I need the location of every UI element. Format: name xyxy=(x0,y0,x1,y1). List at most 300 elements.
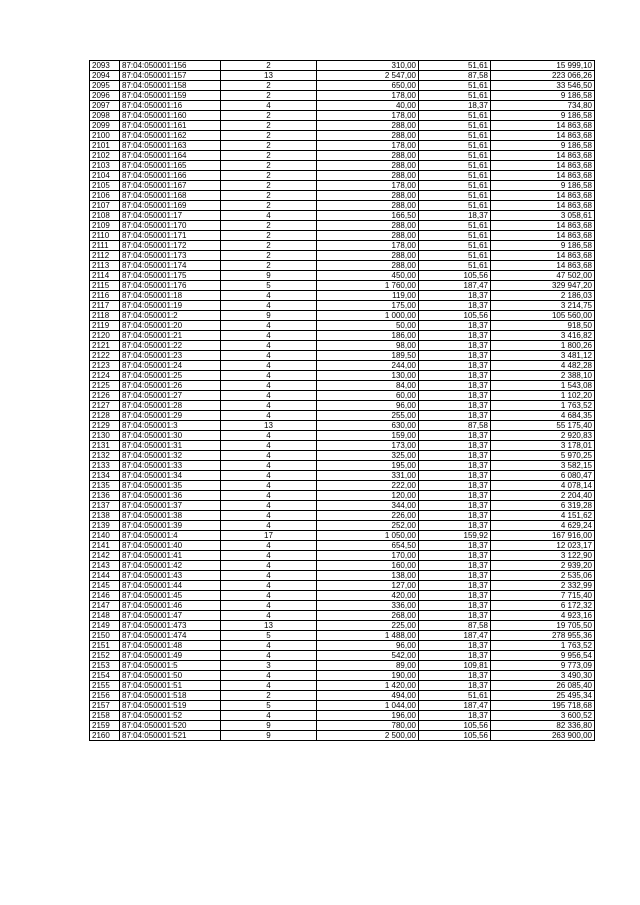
cadastral-number-cell: 87:04:050001:167 xyxy=(120,181,221,191)
cadastral-number-cell: 87:04:050001:21 xyxy=(120,331,221,341)
category-cell: 2 xyxy=(221,91,317,101)
value-cell: 6 172,32 xyxy=(491,601,595,611)
cadastral-number-cell: 87:04:050001:519 xyxy=(120,701,221,711)
rate-cell: 18,37 xyxy=(419,211,491,221)
area-cell: 331,00 xyxy=(317,471,419,481)
category-cell: 2 xyxy=(221,171,317,181)
row-number-cell: 2106 xyxy=(90,191,120,201)
rate-cell: 18,37 xyxy=(419,341,491,351)
value-cell: 14 863,68 xyxy=(491,131,595,141)
rate-cell: 51,61 xyxy=(419,181,491,191)
cadastral-number-cell: 87:04:050001:473 xyxy=(120,621,221,631)
area-cell: 40,00 xyxy=(317,101,419,111)
value-cell: 1 763,52 xyxy=(491,641,595,651)
value-cell: 3 214,75 xyxy=(491,301,595,311)
cadastral-number-cell: 87:04:050001:474 xyxy=(120,631,221,641)
table-row xyxy=(90,101,595,111)
cadastral-number-cell: 87:04:050001:38 xyxy=(120,511,221,521)
table-row xyxy=(90,91,595,101)
area-cell: 450,00 xyxy=(317,271,419,281)
category-cell: 4 xyxy=(221,351,317,361)
table-row xyxy=(90,601,595,611)
value-cell: 14 863,68 xyxy=(491,151,595,161)
row-number-cell: 2107 xyxy=(90,201,120,211)
value-cell: 918,50 xyxy=(491,321,595,331)
table-row xyxy=(90,81,595,91)
category-cell: 9 xyxy=(221,731,317,741)
rate-cell: 18,37 xyxy=(419,361,491,371)
cadastral-number-cell: 87:04:050001:47 xyxy=(120,611,221,621)
value-cell: 33 546,50 xyxy=(491,81,595,91)
row-number-cell: 2102 xyxy=(90,151,120,161)
category-cell: 4 xyxy=(221,431,317,441)
row-number-cell: 2109 xyxy=(90,221,120,231)
rate-cell: 105,56 xyxy=(419,311,491,321)
row-number-cell: 2134 xyxy=(90,471,120,481)
cadastral-number-cell: 87:04:050001:48 xyxy=(120,641,221,651)
rate-cell: 18,37 xyxy=(419,641,491,651)
category-cell: 4 xyxy=(221,301,317,311)
category-cell: 2 xyxy=(221,161,317,171)
cadastral-number-cell: 87:04:050001:52 xyxy=(120,711,221,721)
category-cell: 9 xyxy=(221,721,317,731)
value-cell: 3 582,15 xyxy=(491,461,595,471)
area-cell: 650,00 xyxy=(317,81,419,91)
value-cell: 1 763,52 xyxy=(491,401,595,411)
cadastral-number-cell: 87:04:050001:19 xyxy=(120,301,221,311)
cadastral-number-cell: 87:04:050001:176 xyxy=(120,281,221,291)
value-cell: 14 863,68 xyxy=(491,191,595,201)
category-cell: 2 xyxy=(221,221,317,231)
cadastral-number-cell: 87:04:050001:22 xyxy=(120,341,221,351)
category-cell: 2 xyxy=(221,201,317,211)
table-row xyxy=(90,711,595,721)
area-cell: 138,00 xyxy=(317,571,419,581)
table-row xyxy=(90,661,595,671)
area-cell: 1 050,00 xyxy=(317,531,419,541)
row-number-cell: 2118 xyxy=(90,311,120,321)
area-cell: 244,00 xyxy=(317,361,419,371)
table-row xyxy=(90,561,595,571)
row-number-cell: 2156 xyxy=(90,691,120,701)
category-cell: 2 xyxy=(221,151,317,161)
area-cell: 189,50 xyxy=(317,351,419,361)
cadastral-number-cell: 87:04:050001:2 xyxy=(120,311,221,321)
category-cell: 4 xyxy=(221,571,317,581)
row-number-cell: 2104 xyxy=(90,171,120,181)
value-cell: 9 186,58 xyxy=(491,111,595,121)
table-row xyxy=(90,621,595,631)
value-cell: 25 495,34 xyxy=(491,691,595,701)
area-cell: 98,00 xyxy=(317,341,419,351)
cadastral-number-cell: 87:04:050001:164 xyxy=(120,151,221,161)
cadastral-number-cell: 87:04:050001:158 xyxy=(120,81,221,91)
cadastral-number-cell: 87:04:050001:175 xyxy=(120,271,221,281)
cadastral-number-cell: 87:04:050001:5 xyxy=(120,661,221,671)
value-cell: 4 923,16 xyxy=(491,611,595,621)
table-row xyxy=(90,211,595,221)
cadastral-number-cell: 87:04:050001:50 xyxy=(120,671,221,681)
value-cell: 12 023,17 xyxy=(491,541,595,551)
value-cell: 9 186,58 xyxy=(491,241,595,251)
value-cell: 1 102,20 xyxy=(491,391,595,401)
category-cell: 4 xyxy=(221,551,317,561)
category-cell: 2 xyxy=(221,241,317,251)
category-cell: 13 xyxy=(221,621,317,631)
table-row xyxy=(90,371,595,381)
rate-cell: 51,61 xyxy=(419,171,491,181)
value-cell: 195 718,68 xyxy=(491,701,595,711)
row-number-cell: 2136 xyxy=(90,491,120,501)
value-cell: 9 956,54 xyxy=(491,651,595,661)
cadastral-number-cell: 87:04:050001:29 xyxy=(120,411,221,421)
row-number-cell: 2152 xyxy=(90,651,120,661)
cadastral-number-cell: 87:04:050001:169 xyxy=(120,201,221,211)
row-number-cell: 2150 xyxy=(90,631,120,641)
cadastral-number-cell: 87:04:050001:162 xyxy=(120,131,221,141)
rate-cell: 51,61 xyxy=(419,121,491,131)
value-cell: 105 560,00 xyxy=(491,311,595,321)
table-body xyxy=(90,61,595,741)
area-cell: 226,00 xyxy=(317,511,419,521)
table-row xyxy=(90,171,595,181)
category-cell: 4 xyxy=(221,581,317,591)
value-cell: 14 863,68 xyxy=(491,251,595,261)
row-number-cell: 2114 xyxy=(90,271,120,281)
rate-cell: 51,61 xyxy=(419,191,491,201)
cadastral-number-cell: 87:04:050001:18 xyxy=(120,291,221,301)
category-cell: 2 xyxy=(221,261,317,271)
area-cell: 120,00 xyxy=(317,491,419,501)
table-row xyxy=(90,441,595,451)
value-cell: 2 388,10 xyxy=(491,371,595,381)
table-row xyxy=(90,631,595,641)
category-cell: 4 xyxy=(221,381,317,391)
area-cell: 288,00 xyxy=(317,171,419,181)
rate-cell: 18,37 xyxy=(419,461,491,471)
category-cell: 4 xyxy=(221,461,317,471)
row-number-cell: 2127 xyxy=(90,401,120,411)
rate-cell: 18,37 xyxy=(419,581,491,591)
cadastral-number-cell: 87:04:050001:166 xyxy=(120,171,221,181)
row-number-cell: 2143 xyxy=(90,561,120,571)
row-number-cell: 2158 xyxy=(90,711,120,721)
area-cell: 225,00 xyxy=(317,621,419,631)
rate-cell: 187,47 xyxy=(419,631,491,641)
table-row xyxy=(90,351,595,361)
value-cell: 3 600,52 xyxy=(491,711,595,721)
rate-cell: 18,37 xyxy=(419,481,491,491)
cadastral-number-cell: 87:04:050001:33 xyxy=(120,461,221,471)
cadastral-number-cell: 87:04:050001:26 xyxy=(120,381,221,391)
area-cell: 336,00 xyxy=(317,601,419,611)
category-cell: 4 xyxy=(221,591,317,601)
table-row xyxy=(90,61,595,71)
category-cell: 4 xyxy=(221,561,317,571)
value-cell: 3 481,12 xyxy=(491,351,595,361)
area-cell: 178,00 xyxy=(317,91,419,101)
rate-cell: 18,37 xyxy=(419,371,491,381)
value-cell: 9 186,58 xyxy=(491,181,595,191)
area-cell: 170,00 xyxy=(317,551,419,561)
area-cell: 96,00 xyxy=(317,401,419,411)
table-row xyxy=(90,121,595,131)
row-number-cell: 2132 xyxy=(90,451,120,461)
cadastral-number-cell: 87:04:050001:39 xyxy=(120,521,221,531)
table-row xyxy=(90,501,595,511)
row-number-cell: 2125 xyxy=(90,381,120,391)
row-number-cell: 2140 xyxy=(90,531,120,541)
table-row xyxy=(90,571,595,581)
rate-cell: 51,61 xyxy=(419,141,491,151)
table-row xyxy=(90,531,595,541)
cadastral-number-cell: 87:04:050001:171 xyxy=(120,231,221,241)
area-cell: 420,00 xyxy=(317,591,419,601)
cadastral-number-cell: 87:04:050001:156 xyxy=(120,61,221,71)
value-cell: 55 175,40 xyxy=(491,421,595,431)
value-cell: 1 800,26 xyxy=(491,341,595,351)
row-number-cell: 2151 xyxy=(90,641,120,651)
table-row xyxy=(90,71,595,81)
category-cell: 2 xyxy=(221,141,317,151)
table-row xyxy=(90,551,595,561)
cadastral-number-cell: 87:04:050001:32 xyxy=(120,451,221,461)
row-number-cell: 2133 xyxy=(90,461,120,471)
row-number-cell: 2128 xyxy=(90,411,120,421)
cadastral-number-cell: 87:04:050001:3 xyxy=(120,421,221,431)
category-cell: 2 xyxy=(221,111,317,121)
area-cell: 178,00 xyxy=(317,111,419,121)
table-row xyxy=(90,461,595,471)
rate-cell: 105,56 xyxy=(419,731,491,741)
area-cell: 60,00 xyxy=(317,391,419,401)
category-cell: 4 xyxy=(221,291,317,301)
table-row xyxy=(90,671,595,681)
category-cell: 4 xyxy=(221,481,317,491)
rate-cell: 87,58 xyxy=(419,621,491,631)
category-cell: 4 xyxy=(221,411,317,421)
value-cell: 3 178,01 xyxy=(491,441,595,451)
value-cell: 3 490,30 xyxy=(491,671,595,681)
row-number-cell: 2120 xyxy=(90,331,120,341)
row-number-cell: 2160 xyxy=(90,731,120,741)
value-cell: 14 863,68 xyxy=(491,221,595,231)
category-cell: 4 xyxy=(221,401,317,411)
area-cell: 178,00 xyxy=(317,241,419,251)
rate-cell: 187,47 xyxy=(419,701,491,711)
value-cell: 14 863,68 xyxy=(491,261,595,271)
value-cell: 14 863,68 xyxy=(491,171,595,181)
rate-cell: 18,37 xyxy=(419,411,491,421)
rate-cell: 187,47 xyxy=(419,281,491,291)
table-row xyxy=(90,301,595,311)
rate-cell: 18,37 xyxy=(419,381,491,391)
rate-cell: 18,37 xyxy=(419,561,491,571)
area-cell: 173,00 xyxy=(317,441,419,451)
rate-cell: 51,61 xyxy=(419,161,491,171)
value-cell: 14 863,68 xyxy=(491,201,595,211)
row-number-cell: 2111 xyxy=(90,241,120,251)
table-row xyxy=(90,331,595,341)
cadastral-number-cell: 87:04:050001:24 xyxy=(120,361,221,371)
area-cell: 494,00 xyxy=(317,691,419,701)
rate-cell: 18,37 xyxy=(419,711,491,721)
rate-cell: 18,37 xyxy=(419,521,491,531)
row-number-cell: 2096 xyxy=(90,91,120,101)
category-cell: 5 xyxy=(221,281,317,291)
table-row xyxy=(90,281,595,291)
area-cell: 127,00 xyxy=(317,581,419,591)
category-cell: 9 xyxy=(221,271,317,281)
area-cell: 344,00 xyxy=(317,501,419,511)
cadastral-number-cell: 87:04:050001:163 xyxy=(120,141,221,151)
table-row xyxy=(90,481,595,491)
rate-cell: 51,61 xyxy=(419,131,491,141)
row-number-cell: 2137 xyxy=(90,501,120,511)
value-cell: 734,80 xyxy=(491,101,595,111)
value-cell: 4 684,35 xyxy=(491,411,595,421)
row-number-cell: 2126 xyxy=(90,391,120,401)
row-number-cell: 2122 xyxy=(90,351,120,361)
rate-cell: 18,37 xyxy=(419,351,491,361)
rate-cell: 51,61 xyxy=(419,201,491,211)
rate-cell: 51,61 xyxy=(419,691,491,701)
area-cell: 1 044,00 xyxy=(317,701,419,711)
row-number-cell: 2149 xyxy=(90,621,120,631)
table-row xyxy=(90,731,595,741)
cadastral-number-cell: 87:04:050001:20 xyxy=(120,321,221,331)
rate-cell: 159,92 xyxy=(419,531,491,541)
cadastral-number-cell: 87:04:050001:41 xyxy=(120,551,221,561)
table-row xyxy=(90,681,595,691)
category-cell: 4 xyxy=(221,671,317,681)
row-number-cell: 2094 xyxy=(90,71,120,81)
category-cell: 4 xyxy=(221,451,317,461)
rate-cell: 18,37 xyxy=(419,471,491,481)
category-cell: 2 xyxy=(221,251,317,261)
area-cell: 196,00 xyxy=(317,711,419,721)
category-cell: 13 xyxy=(221,71,317,81)
value-cell: 19 705,50 xyxy=(491,621,595,631)
cadastral-number-cell: 87:04:050001:42 xyxy=(120,561,221,571)
area-cell: 780,00 xyxy=(317,721,419,731)
category-cell: 4 xyxy=(221,681,317,691)
rate-cell: 18,37 xyxy=(419,511,491,521)
rate-cell: 51,61 xyxy=(419,61,491,71)
category-cell: 4 xyxy=(221,511,317,521)
category-cell: 2 xyxy=(221,181,317,191)
area-cell: 130,00 xyxy=(317,371,419,381)
category-cell: 4 xyxy=(221,341,317,351)
area-cell: 89,00 xyxy=(317,661,419,671)
table-row xyxy=(90,231,595,241)
category-cell: 2 xyxy=(221,691,317,701)
row-number-cell: 2121 xyxy=(90,341,120,351)
category-cell: 4 xyxy=(221,491,317,501)
cadastral-number-cell: 87:04:050001:159 xyxy=(120,91,221,101)
cadastral-number-cell: 87:04:050001:518 xyxy=(120,691,221,701)
value-cell: 2 332,99 xyxy=(491,581,595,591)
row-number-cell: 2123 xyxy=(90,361,120,371)
cadastral-number-cell: 87:04:050001:174 xyxy=(120,261,221,271)
value-cell: 4 078,14 xyxy=(491,481,595,491)
cadastral-number-cell: 87:04:050001:4 xyxy=(120,531,221,541)
rate-cell: 18,37 xyxy=(419,431,491,441)
row-number-cell: 2115 xyxy=(90,281,120,291)
cadastral-number-cell: 87:04:050001:28 xyxy=(120,401,221,411)
cadastral-number-cell: 87:04:050001:16 xyxy=(120,101,221,111)
rate-cell: 18,37 xyxy=(419,451,491,461)
category-cell: 2 xyxy=(221,131,317,141)
category-cell: 4 xyxy=(221,651,317,661)
rate-cell: 18,37 xyxy=(419,101,491,111)
area-cell: 222,00 xyxy=(317,481,419,491)
row-number-cell: 2113 xyxy=(90,261,120,271)
table-row xyxy=(90,451,595,461)
area-cell: 630,00 xyxy=(317,421,419,431)
value-cell: 14 863,68 xyxy=(491,231,595,241)
rate-cell: 51,61 xyxy=(419,111,491,121)
value-cell: 7 715,40 xyxy=(491,591,595,601)
table-row xyxy=(90,651,595,661)
value-cell: 6 080,47 xyxy=(491,471,595,481)
cadastral-number-cell: 87:04:050001:40 xyxy=(120,541,221,551)
value-cell: 26 085,40 xyxy=(491,681,595,691)
row-number-cell: 2098 xyxy=(90,111,120,121)
row-number-cell: 2129 xyxy=(90,421,120,431)
table-row xyxy=(90,611,595,621)
table-row xyxy=(90,141,595,151)
cadastral-number-cell: 87:04:050001:51 xyxy=(120,681,221,691)
category-cell: 4 xyxy=(221,521,317,531)
table-row xyxy=(90,321,595,331)
category-cell: 5 xyxy=(221,701,317,711)
rate-cell: 18,37 xyxy=(419,571,491,581)
cadastral-number-cell: 87:04:050001:160 xyxy=(120,111,221,121)
cadastral-number-cell: 87:04:050001:35 xyxy=(120,481,221,491)
data-table xyxy=(89,60,595,741)
area-cell: 325,00 xyxy=(317,451,419,461)
row-number-cell: 2108 xyxy=(90,211,120,221)
rate-cell: 18,37 xyxy=(419,491,491,501)
table-row xyxy=(90,221,595,231)
cadastral-number-cell: 87:04:050001:25 xyxy=(120,371,221,381)
area-cell: 268,00 xyxy=(317,611,419,621)
cadastral-number-cell: 87:04:050001:43 xyxy=(120,571,221,581)
table-row xyxy=(90,361,595,371)
rate-cell: 109,81 xyxy=(419,661,491,671)
rate-cell: 105,56 xyxy=(419,271,491,281)
area-cell: 178,00 xyxy=(317,141,419,151)
category-cell: 3 xyxy=(221,661,317,671)
rate-cell: 105,56 xyxy=(419,721,491,731)
rate-cell: 51,61 xyxy=(419,81,491,91)
table-row xyxy=(90,521,595,531)
cadastral-number-cell: 87:04:050001:17 xyxy=(120,211,221,221)
rate-cell: 18,37 xyxy=(419,651,491,661)
row-number-cell: 2117 xyxy=(90,301,120,311)
area-cell: 1 000,00 xyxy=(317,311,419,321)
row-number-cell: 2154 xyxy=(90,671,120,681)
table-row xyxy=(90,691,595,701)
row-number-cell: 2095 xyxy=(90,81,120,91)
value-cell: 6 319,28 xyxy=(491,501,595,511)
area-cell: 159,00 xyxy=(317,431,419,441)
table-row xyxy=(90,721,595,731)
table-row xyxy=(90,111,595,121)
area-cell: 288,00 xyxy=(317,191,419,201)
area-cell: 255,00 xyxy=(317,411,419,421)
